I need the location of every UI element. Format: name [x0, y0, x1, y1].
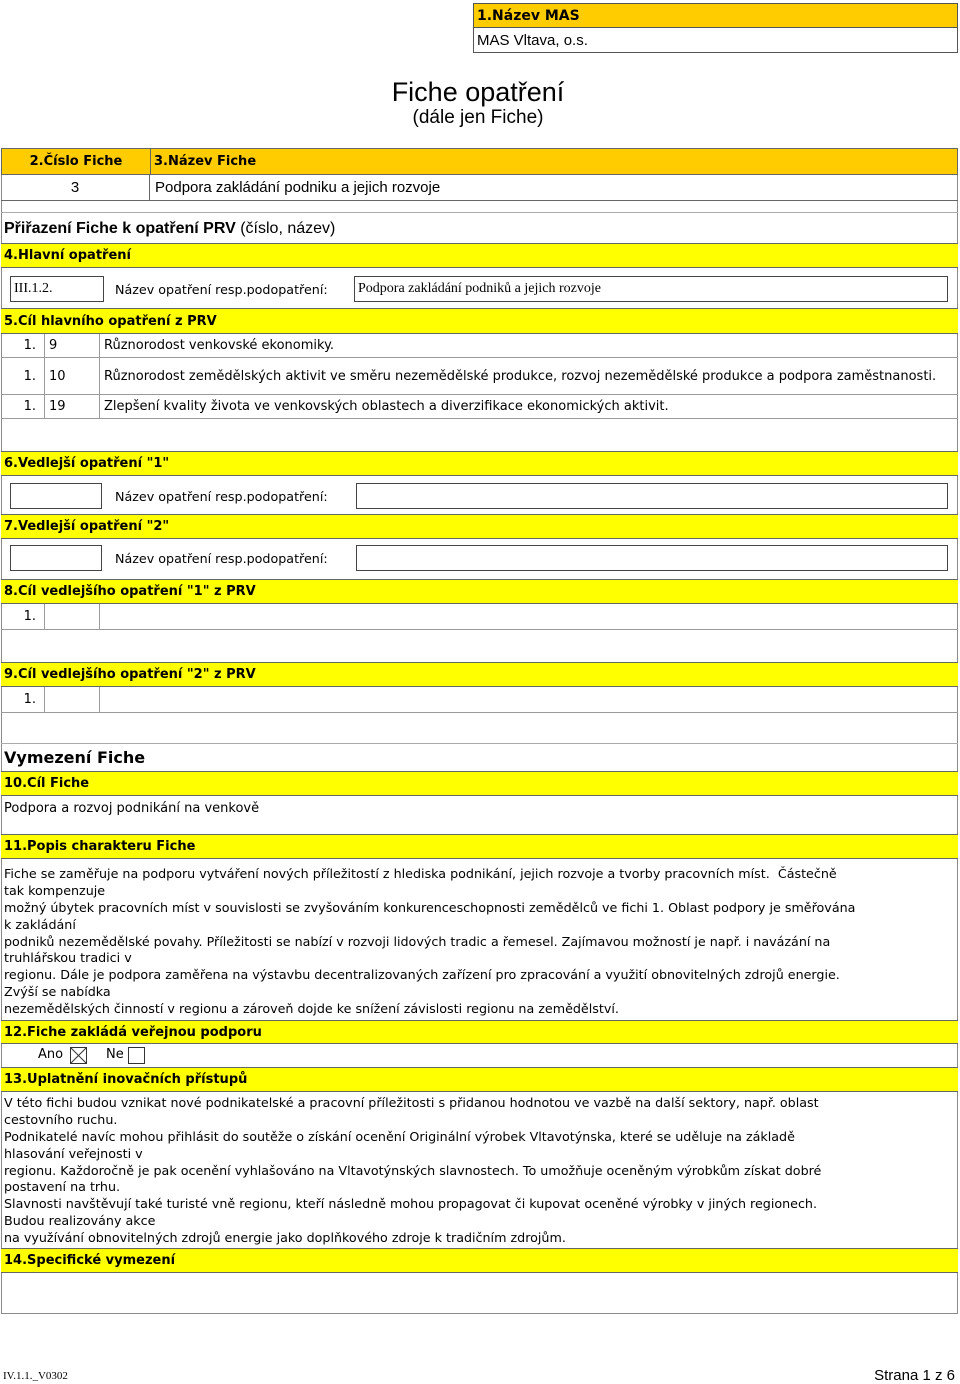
- goal-text: Různorodost venkovské ekonomiky.: [104, 338, 335, 353]
- goal-number: 19: [45, 395, 100, 418]
- secondary-measure-2-label: 7.Vedlejší opatření "2": [1, 514, 958, 539]
- state-aid-label: 12.Fiche zakládá veřejnou podporu: [1, 1020, 958, 1044]
- main-measure-label: 4.Hlavní opatření: [1, 243, 958, 268]
- goal-number: 10: [45, 358, 100, 394]
- text-line: nezemědělských činností v regionu a zároveň dojde ke snížení závislosti regionu na zemědělství.: [4, 1001, 619, 1017]
- text-line: Budou realizovány akce: [4, 1213, 156, 1229]
- assignment-heading: Přiřazení Fiche k opatření PRV: [4, 219, 236, 237]
- state-aid-yes-checkbox[interactable]: [70, 1047, 87, 1064]
- fiche-number-field[interactable]: 3: [1, 174, 150, 200]
- main-measure-name-label: Název opatření resp.podopatření:: [115, 281, 328, 297]
- yes-checkmark: [71, 1048, 86, 1063]
- state-aid-no-checkbox[interactable]: [128, 1047, 145, 1064]
- text-line: tak kompenzuje: [4, 882, 106, 898]
- fiche-value-row: [1, 174, 958, 201]
- page-subtitle: (dále jen Fiche): [412, 107, 544, 128]
- goal-text-field[interactable]: [100, 687, 958, 712]
- secondary-measure-2-name-label: Název opatření resp.podopatření:: [115, 550, 328, 566]
- main-goal-label: 5.Cíl hlavního opatření z PRV: [1, 308, 958, 334]
- secondary-goal-2-row: [1, 687, 958, 713]
- goal-number: 9: [45, 334, 100, 357]
- text-line: podniků nezemědělské povahy. Příležitosti se nabízí v rozvoji lidových tradic a řemesel. Zajímavou možností je např. i navázání na: [4, 933, 831, 949]
- main-goal-row: [1, 334, 958, 358]
- text-line: Fiche se zaměřuje na podporu vytváření nových příležitostí z hlediska podnikání, jejich rozvoje a tvorby pracovních míst. Částečně: [4, 866, 837, 881]
- secondary-goal-2-label: 9.Cíl vedlejšího opatření "2" z PRV: [1, 662, 958, 687]
- goal-index: 1.: [1, 687, 45, 712]
- goal-index: 1.: [1, 334, 45, 357]
- definition-heading: Vymezení Fiche: [1, 743, 958, 771]
- innovation-text[interactable]: [4, 1095, 957, 1247]
- main-measure-code-field[interactable]: III.1.2.: [10, 276, 104, 302]
- mas-box: [473, 3, 958, 53]
- goal-text-field[interactable]: [100, 604, 958, 629]
- secondary-measure-2-code-field[interactable]: [10, 545, 102, 571]
- fiche-description-text[interactable]: [4, 866, 957, 1018]
- secondary-measure-1-label: 6.Vedlejší opatření "1": [1, 451, 958, 476]
- footer-page-number: Strana 1 z 6: [874, 1367, 955, 1384]
- goal-text: Různorodost zemědělských aktivit ve směru nezemědělské produkce, rozvoj nezemědělské produkce a podpora zaměstnanosti.: [104, 368, 937, 384]
- text-line: hlasování veřejnosti v: [4, 1145, 143, 1161]
- goal-number-field[interactable]: [45, 687, 100, 712]
- fiche-number-label: 2.Číslo Fiche: [2, 149, 151, 174]
- footer-doc-code: IV.1.1._V0302: [3, 1370, 68, 1382]
- secondary-measure-1-name-field[interactable]: [356, 483, 948, 509]
- fiche-name-label: 3.Název Fiche: [154, 154, 257, 169]
- text-line: regionu. Každoročně je pak ocenění vyhlašováno na Vltavotýnských slavnostech. To umožňuje oceněným výrobkům získat dobré: [4, 1162, 822, 1178]
- assignment-heading-row: [1, 212, 958, 244]
- goal-index: 1.: [1, 604, 45, 629]
- text-line: k zakládání: [4, 916, 76, 932]
- fiche-goal-label: 10.Cíl Fiche: [1, 771, 958, 796]
- text-line: regionu. Dále je podpora zaměřena na výstavbu decentralizovaných zařízení pro zpracování a využití obnovitelných zdrojů energie.: [4, 967, 840, 983]
- fiche-description-label: 11.Popis charakteru Fiche: [1, 834, 958, 859]
- goal-text: Zlepšení kvality života ve venkovských oblastech a diverzifikace ekonomických aktivit.: [104, 399, 669, 414]
- mas-name-field[interactable]: MAS Vltava, o.s.: [477, 31, 588, 49]
- innovation-label: 13.Uplatnění inovačních přístupů: [1, 1067, 958, 1092]
- text-line: V této fichi budou vznikat nové podnikatelské a pracovní příležitosti s přidanou hodnotou ve vazbě na další sektory, např. oblast: [4, 1095, 819, 1110]
- main-goal-row: [1, 395, 958, 419]
- fiche-goal-text[interactable]: Podpora a rozvoj podnikání na venkově: [4, 800, 260, 816]
- secondary-goal-1-row: [1, 604, 958, 630]
- page-title: Fiche opatření: [391, 77, 565, 107]
- text-line: Podnikatelé navíc mohou přihlásit do soutěže o získání ocenění Originální výrobek Vltavotýnska, které se uděluje na základě: [4, 1128, 795, 1144]
- text-line: truhlářskou tradici v: [4, 950, 132, 966]
- state-aid-no-label: Ne: [106, 1047, 124, 1062]
- secondary-measure-1-code-field[interactable]: [10, 483, 102, 509]
- goal-number-field[interactable]: [45, 604, 100, 629]
- text-line: na využívání obnovitelných zdrojů energie jako doplňkového zdroje k tradičním zdrojům.: [4, 1230, 566, 1246]
- specific-label: 14.Specifické vymezení: [1, 1248, 958, 1273]
- secondary-measure-1-name-label: Název opatření resp.podopatření:: [115, 488, 328, 504]
- text-line: Slavnosti navštěvují také turisté vně regionu, kteří následně mohou propagovat či kupovat oceněné výrobky v jiných regionech.: [4, 1196, 818, 1212]
- text-line: postavení na trhu.: [4, 1179, 121, 1195]
- fiche-name-field[interactable]: Podpora zakládání podniku a jejich rozvoje: [155, 178, 441, 196]
- text-line: možný úbytek pracovních míst v souvislosti se zvyšováním konkurenceschopnosti zemědělců ve fichi 1. Oblast podpory je směřována: [4, 899, 856, 915]
- fiche-header-row: [1, 148, 958, 175]
- text-line: cestovního ruchu.: [4, 1111, 118, 1127]
- goal-text-cell: [100, 358, 958, 394]
- assignment-heading-note: (číslo, název): [235, 219, 336, 237]
- secondary-measure-2-name-field[interactable]: [356, 545, 948, 571]
- main-goal-row: [1, 358, 958, 395]
- main-measure-name-field[interactable]: Podpora zakládání podniků a jejich rozvoje: [354, 276, 948, 302]
- secondary-goal-1-label: 8.Cíl vedlejšího opatření "1" z PRV: [1, 579, 958, 604]
- specific-text-field[interactable]: [1, 1273, 958, 1314]
- goal-index: 1.: [1, 358, 45, 394]
- state-aid-yes-label: Ano: [38, 1047, 64, 1062]
- mas-label: 1.Název MAS: [474, 4, 957, 28]
- goal-index: 1.: [1, 395, 45, 418]
- text-line: Zvýší se nabídka: [4, 984, 111, 1000]
